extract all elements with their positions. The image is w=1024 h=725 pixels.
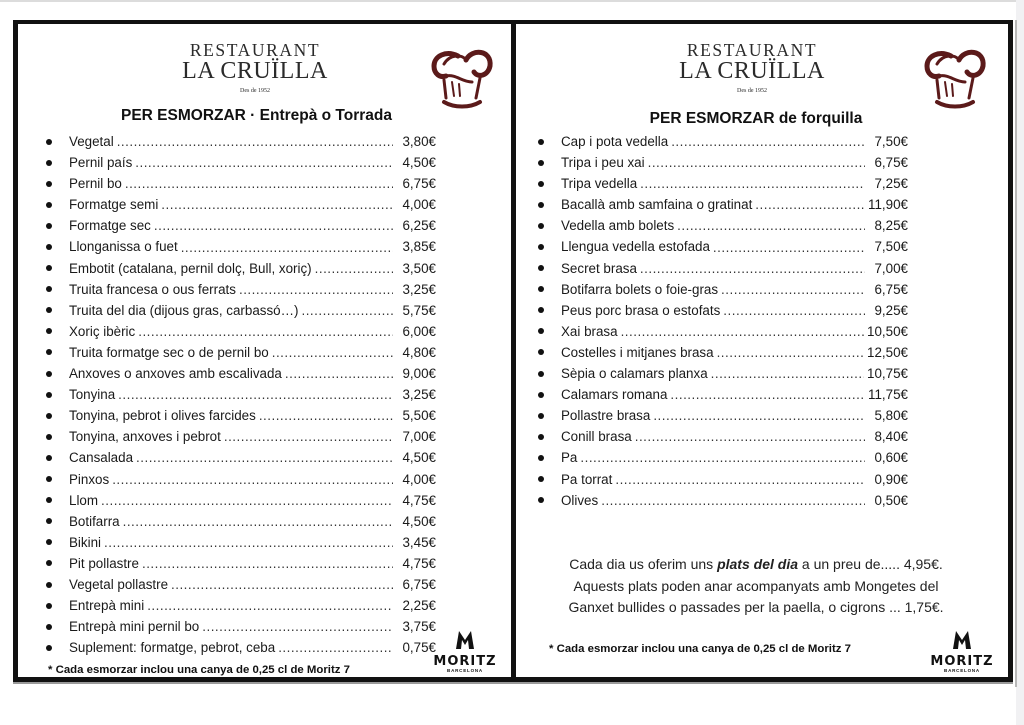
logo-line-name: LA CRUÏLLA bbox=[679, 58, 825, 84]
menu-item bbox=[46, 279, 436, 300]
item-name: Pernil bo bbox=[69, 176, 122, 192]
dot-leader bbox=[181, 237, 393, 258]
item-price: 4,50€ bbox=[402, 450, 436, 466]
bullet-icon bbox=[46, 349, 52, 355]
item-name: Anxoves o anxoves amb escalivada bbox=[69, 366, 282, 382]
item-name: Tripa vedella bbox=[561, 176, 638, 192]
dot-leader bbox=[285, 363, 393, 384]
menu-item bbox=[538, 490, 908, 511]
dot-leader bbox=[138, 321, 393, 342]
dot-leader bbox=[117, 131, 393, 152]
menu-panel-left bbox=[13, 20, 514, 682]
menu-item bbox=[46, 173, 436, 194]
item-price: 5,50€ bbox=[402, 408, 436, 424]
menu-item bbox=[46, 321, 436, 342]
item-name: Pollastre brasa bbox=[561, 408, 651, 424]
item-name: Vedella amb bolets bbox=[561, 218, 675, 234]
daily-post: a un preu de..... 4,95€. bbox=[798, 556, 943, 572]
menu-item bbox=[538, 384, 908, 405]
menu-item bbox=[538, 426, 908, 447]
dot-leader bbox=[677, 215, 865, 236]
menu-item bbox=[538, 342, 908, 363]
item-name: Truita francesa o ous ferrats bbox=[69, 281, 236, 297]
item-name: Costelles i mitjanes brasa bbox=[561, 344, 714, 360]
menu-item bbox=[538, 447, 908, 468]
dot-leader bbox=[648, 152, 865, 173]
item-name: Peus porc brasa o estofats bbox=[561, 302, 721, 318]
bullet-icon bbox=[538, 265, 544, 271]
item-name: Pa torrat bbox=[561, 471, 613, 487]
dot-leader bbox=[640, 258, 865, 279]
item-price: 7,50€ bbox=[874, 239, 908, 255]
menu-item bbox=[46, 363, 436, 384]
menu-list-sandwich bbox=[46, 131, 436, 658]
item-price: 3,75€ bbox=[402, 619, 436, 635]
item-price: 3,25€ bbox=[402, 387, 436, 403]
menu-item bbox=[46, 490, 436, 511]
dot-leader bbox=[224, 426, 393, 447]
menu-item bbox=[46, 405, 436, 426]
menu-item bbox=[46, 574, 436, 595]
item-name: Tonyina, anxoves i pebrot bbox=[69, 429, 221, 445]
dot-leader bbox=[713, 237, 865, 258]
chef-hat-icon bbox=[428, 42, 498, 110]
dot-leader bbox=[601, 490, 865, 511]
menu-item bbox=[46, 426, 436, 447]
bullet-icon bbox=[538, 181, 544, 187]
dot-leader bbox=[723, 300, 865, 321]
bullet-icon bbox=[538, 455, 544, 461]
item-price: 4,75€ bbox=[402, 492, 436, 508]
item-price: 11,90€ bbox=[868, 197, 908, 213]
item-price: 7,00€ bbox=[874, 260, 908, 276]
dot-leader bbox=[112, 469, 393, 490]
bullet-icon bbox=[46, 476, 52, 482]
item-price: 11,75€ bbox=[868, 387, 908, 403]
menu-item bbox=[538, 236, 908, 257]
menu-item bbox=[538, 469, 908, 490]
item-name: Pernil país bbox=[69, 155, 133, 171]
dot-leader bbox=[239, 279, 393, 300]
bullet-icon bbox=[46, 307, 52, 313]
top-edge bbox=[0, 0, 1024, 2]
item-name: Bacallà amb samfaina o gratinat bbox=[561, 197, 753, 213]
bullet-icon bbox=[46, 497, 52, 503]
item-name: Conill brasa bbox=[561, 429, 632, 445]
dot-leader bbox=[259, 405, 393, 426]
bullet-icon bbox=[538, 223, 544, 229]
dot-leader bbox=[135, 152, 393, 173]
menu-item bbox=[46, 131, 436, 152]
menu-panel-right bbox=[514, 20, 1013, 682]
bullet-icon bbox=[46, 265, 52, 271]
moritz-m-icon bbox=[951, 628, 973, 650]
bullet-icon bbox=[46, 582, 52, 588]
bullet-icon bbox=[46, 518, 52, 524]
moritz-wordmark: MORITZ bbox=[930, 654, 994, 669]
beer-footnote: * Cada esmorzar inclou una canya de 0,25 cl de Moritz 7 bbox=[48, 664, 350, 676]
dot-leader bbox=[670, 384, 865, 405]
dot-leader bbox=[272, 342, 393, 363]
bullet-icon bbox=[46, 413, 52, 419]
item-price: 6,75€ bbox=[874, 155, 908, 171]
bullet-icon bbox=[538, 371, 544, 377]
menu-item bbox=[538, 173, 908, 194]
bullet-icon bbox=[46, 202, 52, 208]
item-price: 6,75€ bbox=[402, 176, 436, 192]
menu-item bbox=[538, 258, 908, 279]
item-name: Llengua vedella estofada bbox=[561, 239, 710, 255]
item-name: Pit pollastre bbox=[69, 555, 139, 571]
menu-item bbox=[46, 469, 436, 490]
bullet-icon bbox=[46, 223, 52, 229]
menu-item bbox=[538, 215, 908, 236]
dot-leader bbox=[202, 616, 393, 637]
item-price: 9,25€ bbox=[874, 302, 908, 318]
item-price: 4,50€ bbox=[402, 155, 436, 171]
bullet-icon bbox=[46, 434, 52, 440]
menu-item bbox=[46, 236, 436, 257]
menu-item bbox=[46, 637, 436, 658]
bullet-icon bbox=[46, 286, 52, 292]
bullet-icon bbox=[538, 286, 544, 292]
dot-leader bbox=[278, 637, 393, 658]
bullet-icon bbox=[46, 371, 52, 377]
bullet-icon bbox=[46, 645, 52, 651]
item-name: Vegetal bbox=[69, 134, 114, 149]
item-name: Embotit (catalana, pernil dolç, Bull, xoriç) bbox=[69, 260, 312, 276]
item-name: Bikini bbox=[69, 534, 101, 550]
bullet-icon bbox=[46, 539, 52, 545]
item-name: Llonganissa o fuet bbox=[69, 239, 178, 255]
item-price: 4,75€ bbox=[402, 555, 436, 571]
menu-item bbox=[46, 152, 436, 173]
menu-item bbox=[46, 532, 436, 553]
bullet-icon bbox=[46, 455, 52, 461]
beer-footnote: * Cada esmorzar inclou una canya de 0,25 cl de Moritz 7 bbox=[549, 643, 851, 655]
section-title-fork: PER ESMORZAR de forquilla bbox=[649, 110, 863, 127]
item-name: Sèpia o calamars planxa bbox=[561, 366, 708, 382]
menu-item bbox=[46, 511, 436, 532]
item-name: Calamars romana bbox=[561, 387, 668, 403]
menu-item bbox=[46, 194, 436, 215]
item-name: Botifarra bolets o foie-gras bbox=[561, 281, 719, 297]
moritz-logo bbox=[432, 628, 498, 674]
dot-leader bbox=[301, 300, 393, 321]
menu-list-fork bbox=[538, 131, 908, 511]
dot-leader bbox=[653, 405, 865, 426]
item-price: 4,00€ bbox=[402, 471, 436, 487]
dot-leader bbox=[711, 363, 864, 384]
item-name: Xoriç ibèric bbox=[69, 323, 136, 339]
restaurant-logo bbox=[165, 41, 345, 97]
menu-item bbox=[46, 595, 436, 616]
item-name: Cap i pota vedella bbox=[561, 134, 669, 149]
daily-pre: Cada dia us oferim uns bbox=[569, 556, 718, 572]
item-price: 0,60€ bbox=[874, 450, 908, 466]
moritz-city: BARCELONA bbox=[944, 668, 980, 673]
item-name: Entrepà mini bbox=[69, 598, 145, 614]
bullet-icon bbox=[538, 392, 544, 398]
item-price: 4,00€ bbox=[402, 197, 436, 213]
moritz-wordmark: MORITZ bbox=[433, 654, 497, 669]
item-price: 0,50€ bbox=[874, 492, 908, 508]
item-name: Xai brasa bbox=[561, 323, 618, 339]
dot-leader bbox=[755, 194, 865, 215]
menu-item bbox=[46, 553, 436, 574]
dot-leader bbox=[104, 532, 393, 553]
bullet-icon bbox=[46, 244, 52, 250]
item-name: Pa bbox=[561, 450, 578, 466]
dot-leader bbox=[635, 426, 865, 447]
dot-leader bbox=[615, 469, 865, 490]
right-edge bbox=[1016, 0, 1024, 725]
item-price: 2,25€ bbox=[402, 598, 436, 614]
dot-leader bbox=[161, 194, 393, 215]
item-price: 12,50€ bbox=[867, 344, 908, 360]
menu-item bbox=[538, 363, 908, 384]
menu-item bbox=[538, 321, 908, 342]
bullet-icon bbox=[46, 560, 52, 566]
menu-item bbox=[46, 300, 436, 321]
item-name: Cansalada bbox=[69, 450, 134, 466]
bullet-icon bbox=[46, 392, 52, 398]
dot-leader bbox=[671, 131, 865, 152]
item-price: 6,75€ bbox=[402, 576, 436, 592]
moritz-logo bbox=[929, 628, 995, 674]
item-price: 10,75€ bbox=[867, 366, 908, 382]
item-price: 6,75€ bbox=[874, 281, 908, 297]
daily-emphasis: plats del dia bbox=[717, 556, 798, 572]
menu-item bbox=[46, 616, 436, 637]
item-price: 8,25€ bbox=[874, 218, 908, 234]
bullet-icon bbox=[46, 160, 52, 166]
bullet-icon bbox=[538, 160, 544, 166]
logo-line-name: LA CRUÏLLA bbox=[182, 58, 328, 84]
item-price: 3,45€ bbox=[402, 534, 436, 550]
menu-item bbox=[538, 131, 908, 152]
item-price: 5,75€ bbox=[402, 302, 436, 318]
item-price: 3,50€ bbox=[402, 260, 436, 276]
dot-leader bbox=[315, 258, 393, 279]
menu-item bbox=[46, 447, 436, 468]
item-name: Formatge semi bbox=[69, 197, 159, 213]
dot-leader bbox=[154, 215, 393, 236]
dot-leader bbox=[640, 173, 865, 194]
item-price: 0,90€ bbox=[874, 471, 908, 487]
item-name: Vegetal pollastre bbox=[69, 576, 169, 592]
moritz-city: BARCELONA bbox=[447, 668, 483, 673]
item-name: Olives bbox=[561, 492, 599, 508]
item-name: Truita formatge sec o de pernil bo bbox=[69, 344, 269, 360]
logo-line-restaurant: RESTAURANT bbox=[189, 40, 321, 60]
bullet-icon bbox=[46, 328, 52, 334]
menu-item bbox=[46, 384, 436, 405]
item-name: Suplement: formatge, pebrot, ceba bbox=[69, 640, 276, 656]
menu-item bbox=[538, 194, 908, 215]
item-name: Pinxos bbox=[69, 471, 110, 487]
dot-leader bbox=[123, 511, 393, 532]
item-price: 9,00€ bbox=[402, 366, 436, 382]
moritz-m-icon bbox=[454, 628, 476, 650]
item-price: 10,50€ bbox=[867, 323, 908, 339]
item-name: Botifarra bbox=[69, 513, 120, 529]
logo-line-restaurant: RESTAURANT bbox=[686, 40, 818, 60]
daily-line-2: Aquests plats poden anar acompanyats amb Mongetes del bbox=[573, 577, 939, 594]
item-name: Entrepà mini pernil bo bbox=[69, 619, 200, 635]
dot-leader bbox=[721, 279, 865, 300]
item-name: Formatge sec bbox=[69, 218, 151, 234]
dot-leader bbox=[147, 595, 393, 616]
menu-item bbox=[46, 258, 436, 279]
daily-specials-note bbox=[536, 554, 976, 619]
item-price: 6,00€ bbox=[402, 323, 436, 339]
bullet-icon bbox=[538, 349, 544, 355]
dot-leader bbox=[136, 447, 393, 468]
item-price: 3,80€ bbox=[402, 134, 436, 149]
logo-since: Des de 1952 bbox=[240, 88, 270, 94]
item-price: 7,25€ bbox=[874, 176, 908, 192]
item-price: 0,75€ bbox=[402, 640, 436, 656]
dot-leader bbox=[125, 173, 393, 194]
item-name: Tonyina bbox=[69, 387, 116, 403]
bullet-icon bbox=[538, 202, 544, 208]
item-price: 7,00€ bbox=[402, 429, 436, 445]
section-title-sandwich: PER ESMORZAR · Entrepà o Torrada bbox=[121, 107, 392, 124]
dot-leader bbox=[171, 574, 393, 595]
bullet-icon bbox=[538, 413, 544, 419]
daily-line-3: Ganxet bullides o passades per la paella, o cigrons ... 1,75€. bbox=[568, 599, 944, 615]
bullet-icon bbox=[538, 244, 544, 250]
item-name: Truita del dia (dijous gras, carbassó…) bbox=[69, 302, 299, 318]
bullet-icon bbox=[46, 624, 52, 630]
menu-item bbox=[46, 215, 436, 236]
bullet-icon bbox=[46, 603, 52, 609]
dot-leader bbox=[142, 553, 393, 574]
item-price: 3,25€ bbox=[402, 281, 436, 297]
restaurant-logo bbox=[662, 41, 842, 97]
dot-leader bbox=[580, 447, 865, 468]
menu-item bbox=[538, 152, 908, 173]
item-price: 6,25€ bbox=[402, 218, 436, 234]
dot-leader bbox=[621, 321, 864, 342]
menu-item bbox=[538, 405, 908, 426]
item-name: Tonyina, pebrot i olives farcides bbox=[69, 408, 256, 424]
item-price: 4,80€ bbox=[402, 344, 436, 360]
bullet-icon bbox=[538, 307, 544, 313]
bullet-icon bbox=[538, 139, 544, 145]
dot-leader bbox=[101, 490, 393, 511]
bullet-icon bbox=[538, 434, 544, 440]
menu-item bbox=[538, 300, 908, 321]
bullet-icon bbox=[538, 497, 544, 503]
menu-item bbox=[46, 342, 436, 363]
daily-line-1 bbox=[536, 554, 976, 576]
item-price: 5,80€ bbox=[874, 408, 908, 424]
bullet-icon bbox=[46, 139, 52, 145]
bullet-icon bbox=[46, 181, 52, 187]
item-price: 7,50€ bbox=[874, 134, 908, 149]
item-price: 8,40€ bbox=[874, 429, 908, 445]
bullet-icon bbox=[538, 476, 544, 482]
item-price: 3,85€ bbox=[402, 239, 436, 255]
item-name: Tripa i peu xai bbox=[561, 155, 645, 171]
dot-leader bbox=[717, 342, 864, 363]
chef-hat-icon bbox=[921, 42, 991, 110]
bullet-icon bbox=[538, 328, 544, 334]
item-price: 4,50€ bbox=[402, 513, 436, 529]
menu-item bbox=[538, 279, 908, 300]
item-name: Llom bbox=[69, 492, 99, 508]
item-name: Secret brasa bbox=[561, 260, 637, 276]
logo-since: Des de 1952 bbox=[737, 88, 767, 94]
dot-leader bbox=[118, 384, 393, 405]
